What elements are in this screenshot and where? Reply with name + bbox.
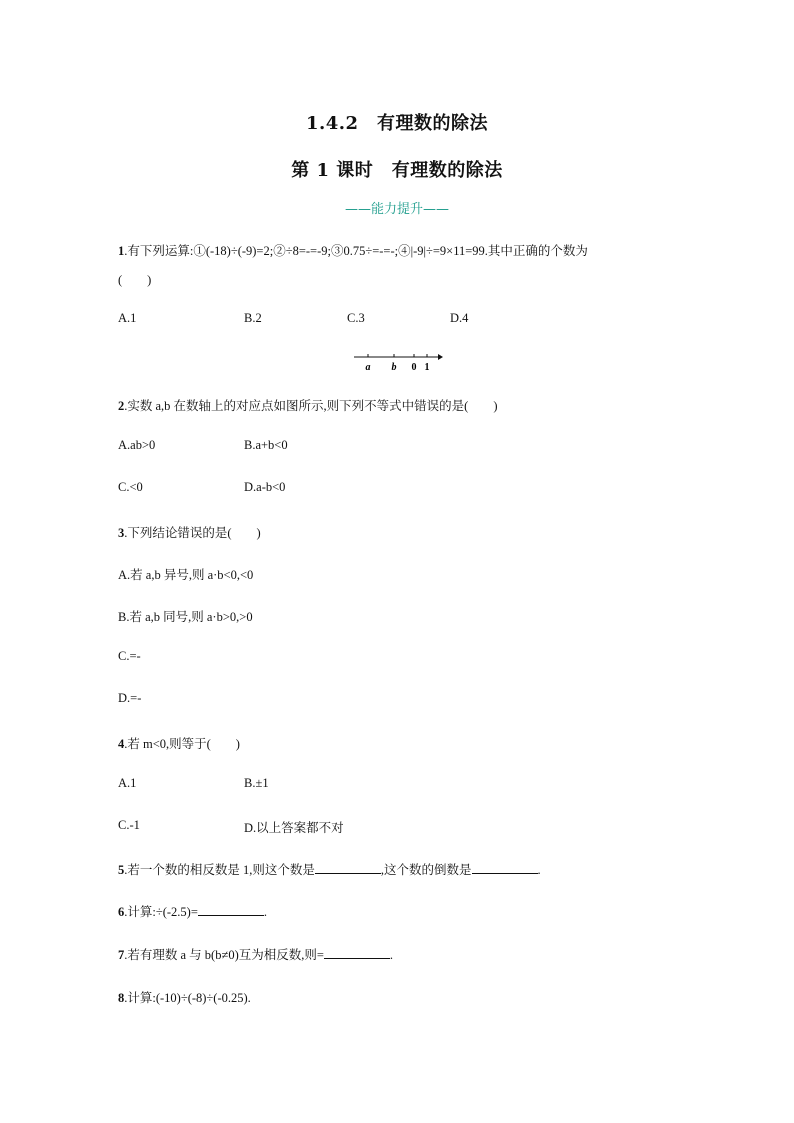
q2-option-b: B.a+b<0	[244, 438, 288, 452]
number-line-figure	[352, 349, 444, 375]
q2-option-a: A.ab>0	[118, 438, 156, 452]
answer-blank[interactable]	[315, 863, 381, 874]
q2-option-d: D.a-b<0	[244, 480, 286, 494]
question-number: 4	[118, 737, 125, 751]
question-number: 8	[118, 991, 125, 1005]
answer-blank[interactable]	[324, 948, 390, 959]
question-text: .计算:(-10)÷(-8)÷(-0.25).	[124, 991, 251, 1005]
question-3	[118, 523, 261, 541]
question-text: .	[537, 863, 541, 877]
question-2	[118, 396, 498, 414]
lesson-subtitle: 第 1 课时 有理数的除法	[291, 160, 503, 181]
question-text: .有下列运算:①(-18)÷(-9)=2;②÷8=-=-9;③0.75÷=-=-;④|-9|÷=9×11=99.其中正确的个数为	[124, 244, 588, 258]
question-number: 6	[118, 905, 125, 919]
number-line-arrow	[438, 354, 443, 360]
label-1: 1	[424, 362, 430, 373]
question-text: .下列结论错误的是( )	[124, 526, 261, 540]
question-number: 3	[118, 526, 125, 540]
q4-option-d: D.以上答案都不对	[244, 821, 344, 835]
label-0: 0	[411, 362, 417, 373]
q3-option-b: B.若 a,b 同号,则 a·b>0,>0	[118, 610, 253, 624]
q3-option-d: D.=-	[118, 691, 142, 705]
question-4	[118, 734, 240, 752]
label-a: a	[365, 362, 371, 373]
q2-option-c: C.<0	[118, 480, 143, 494]
question-text: .若 m<0,则等于( )	[124, 737, 240, 751]
question-text: ,这个数的倒数是	[380, 863, 472, 877]
q1-option-d: D.4	[450, 311, 469, 325]
question-number: 7	[118, 948, 125, 962]
question-6	[118, 902, 267, 920]
q3-option-a: A.若 a,b 异号,则 a·b<0,<0	[118, 568, 254, 582]
question-text: .	[263, 905, 267, 919]
section-heading: ——能力提升——	[344, 202, 449, 217]
question-number: 2	[118, 399, 125, 413]
answer-blank[interactable]	[198, 905, 264, 916]
q1-option-c: C.3	[347, 311, 365, 325]
question-7	[118, 945, 393, 963]
q1-option-b: B.2	[244, 311, 262, 325]
question-5	[118, 860, 541, 878]
label-b: b	[391, 362, 397, 373]
answer-blank[interactable]	[472, 863, 538, 874]
q4-option-c: C.-1	[118, 818, 140, 832]
q1-option-a: A.1	[118, 311, 137, 325]
q3-option-c: C.=-	[118, 649, 141, 663]
question-1	[118, 241, 588, 259]
question-text: .	[389, 948, 394, 962]
question-text: .若有理数 a 与 b(b≠0)互为相反数,则=	[124, 948, 324, 962]
question-number: 1	[118, 244, 125, 258]
question-text: .实数 a,b 在数轴上的对应点如图所示,则下列不等式中错误的是( )	[124, 399, 498, 413]
lesson-title: 1.4.2 有理数的除法	[305, 113, 489, 134]
question-8	[118, 988, 251, 1006]
question-text: .计算:÷(-2.5)=	[124, 905, 198, 919]
question-text: .若一个数的相反数是 1,则这个数是	[124, 863, 315, 877]
q4-option-b: B.±1	[244, 776, 269, 790]
question-number: 5	[118, 863, 125, 877]
question-1-paren: ( )	[118, 273, 152, 287]
q4-option-a: A.1	[118, 776, 137, 790]
